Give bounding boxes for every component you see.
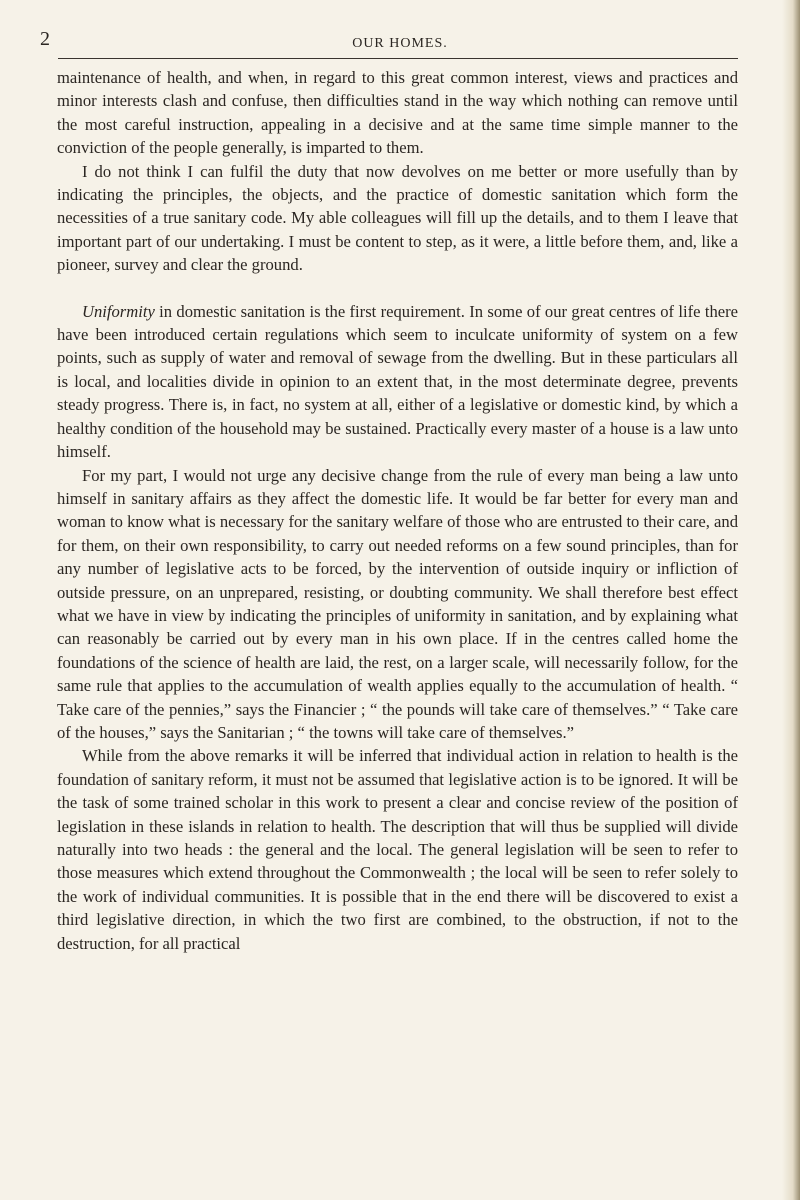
paragraph-2: I do not think I can fulfil the duty that now devolves on me better or more usefully than by indicating the principles, the objects, and the practice of domestic sanitation which form the necessities of a true sanitary code. My able colleagues will fill up the details, and to them I leave that important part of our undertaking. I must be content to step, as it were, a little before them, and, like a pioneer, survey and clear the ground. [57, 161, 738, 275]
paragraph-4: For my part, I would not urge any decisive change from the rule of every man being a law unto himself in sanitary affairs as they affect the domestic life. It would be far better for every man and woman to know what is necessary for the sanitary welfare of those who are entrusted to their care, and for them, on their own responsibility, to carry out needed reforms on a few sound principles, than for any number of legislative acts to be forced, by the intervention of outside inquiry or infliction of outside pressure, on an unprepared, resisting, or doubting community. We shall therefore best effect what we have in view by indicating the principles of uniformity in sanitation, and by explaining what can reasonably be carried out by every man in his own place. If in the centres called home the foundations of the science of health are laid, the rest, on a larger scale, will necessarily follow, for the same rule that applies to the accumulation of wealth applies equally to the accumulation of health. “ Take care of the pennies,” says the Financier ; “ the pounds will take care of themselves.” “ Take care of the houses,” says the Sanitarian ; “ the towns will take care of themselves.” [57, 465, 738, 742]
paragraph-5: While from the above remarks it will be inferred that individual action in relation to health is the foundation of sanitary reform, it must not be assumed that legislative action is to be ignored. It will be the task of some trained scholar in this work to present a clear and concise review of the position of legislation in these islands in relation to health. The description that will thus be supplied will divide naturally into two heads : the general and the local. The general legislation will be seen to refer to those measures which extend throughout the Commonwealth ; the local will be seen to refer solely to the work of individual communities. It is possible that in the end there will be discovered to exist a third legislative direction, in which the two first are combined, to the obstruction, if not to the destruction, for all practical [57, 746, 738, 953]
paragraph-3 [57, 300, 738, 464]
paragraph-3-lead: Uniformity [82, 301, 155, 321]
page-number: 2 [40, 28, 50, 50]
paragraph-1: maintenance of health, and when, in regard to this great common interest, views and practices and minor interests clash and confuse, then difficulties stand in the way which nothing can remove until the most careful instruction, appealing in a decisive and at the same time simple manner to the conviction of the people generally, is imparted to them. [57, 68, 738, 158]
running-head: OUR HOMES. [352, 36, 448, 51]
page-edge-shadow [782, 0, 800, 1200]
header-rule [58, 58, 738, 59]
paragraph-3-text: in domestic sanitation is the first requirement. In some of our great centres of life there have been introduced certain regulations which seem to inculcate uniformity of system on a few points, such as supply of water and removal of sewage from the dwelling. But in these particulars all is local, and localities divide in opinion to an extent that, in the most determinate degree, prevents steady progress. There is, in fact, no system at all, either of a legislative or domestic kind, by which a healthy condition of the household may be sustained. Practically every master of a house is a law unto himself. [57, 301, 738, 462]
page-body [57, 66, 738, 955]
